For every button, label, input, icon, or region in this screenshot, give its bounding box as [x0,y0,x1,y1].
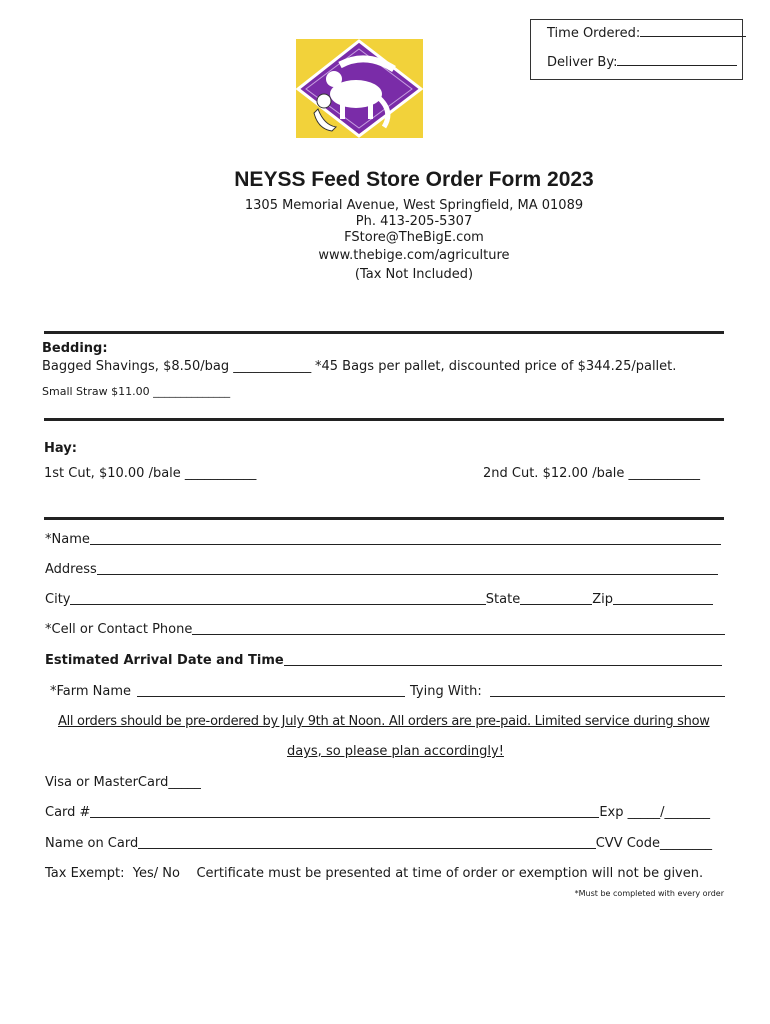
time-ordered-row [547,25,746,41]
form-title: NEYSS Feed Store Order Form 2023 [234,168,594,191]
arrival-field[interactable] [284,653,722,666]
pallet-note: *45 Bags per pallet, discounted price of $344.25/pallet. [315,359,677,374]
tying-with-field[interactable] [490,684,725,697]
phone-label: *Cell or Contact Phone [45,622,193,637]
name-label: *Name [45,532,90,547]
store-phone: Ph. 413-205-5307 [355,214,473,229]
second-cut-field[interactable]: 2nd Cut. $12.00 /bale ___________ [483,466,701,481]
state-label: State [485,592,521,607]
card-row [45,805,710,820]
deliver-by-field[interactable] [617,54,737,66]
name-field[interactable] [90,532,721,545]
store-address: 1305 Memorial Avenue, West Springfield, MA 01089 [244,198,584,213]
zip-label: Zip [592,592,613,607]
time-box [530,19,743,80]
name-on-card-label: Name on Card [45,836,139,851]
card-number-label: Card # [45,805,91,820]
bedding-heading: Bedding: [42,341,108,356]
tax-note: (Tax Not Included) [354,267,474,282]
phone-row [45,622,725,637]
address-label: Address [45,562,97,577]
section-divider [44,418,724,421]
farm-name-label: *Farm Name [50,684,132,699]
arrival-row [45,653,722,668]
card-name-row [45,836,712,851]
tax-exempt-line[interactable]: Tax Exempt: Yes/ No Certificate must be presented at time of order or exemption will not be given. [45,866,704,881]
small-straw-field[interactable]: Small Straw $11.00 ______________ [42,385,231,398]
time-ordered-label: Time Ordered: [547,26,641,41]
card-number-field[interactable] [90,805,599,818]
zip-field[interactable] [613,592,713,605]
city-field[interactable] [70,592,485,605]
city-row [45,592,713,607]
address-row [45,562,718,577]
neyss-logo [296,39,423,138]
deliver-by-row [547,54,737,70]
farm-name-field[interactable] [137,684,405,697]
tying-with-label: Tying With: [410,684,482,699]
first-cut-field[interactable]: 1st Cut, $10.00 /bale ___________ [44,466,257,481]
section-divider [44,331,724,334]
farm-row [50,684,725,699]
section-divider [44,517,724,520]
store-email: FStore@TheBigE.com [344,230,484,245]
exp-field[interactable]: Exp _____/_______ [599,805,710,820]
required-footnote: *Must be completed with every order [574,889,724,898]
store-website: www.thebige.com/agriculture [318,248,510,263]
arrival-label: Estimated Arrival Date and Time [45,653,284,668]
deliver-by-label: Deliver By: [547,55,618,70]
visa-mastercard-field[interactable]: Visa or MasterCard_____ [45,775,201,790]
preorder-notice: All orders should be pre-ordered by July 9th at Noon. All orders are pre-paid. Limited service during show [58,714,710,729]
cvv-field[interactable]: CVV Code________ [595,836,712,851]
name-on-card-field[interactable] [138,836,595,849]
city-label: City [45,592,71,607]
state-field[interactable] [520,592,592,605]
hay-heading: Hay: [44,441,77,456]
phone-field[interactable] [192,622,725,635]
address-field[interactable] [97,562,718,575]
preorder-notice-cont: days, so please plan accordingly! [287,744,504,759]
name-row [45,532,721,547]
time-ordered-field[interactable] [640,25,746,37]
bagged-shavings-field[interactable]: Bagged Shavings, $8.50/bag ____________ [42,359,312,374]
